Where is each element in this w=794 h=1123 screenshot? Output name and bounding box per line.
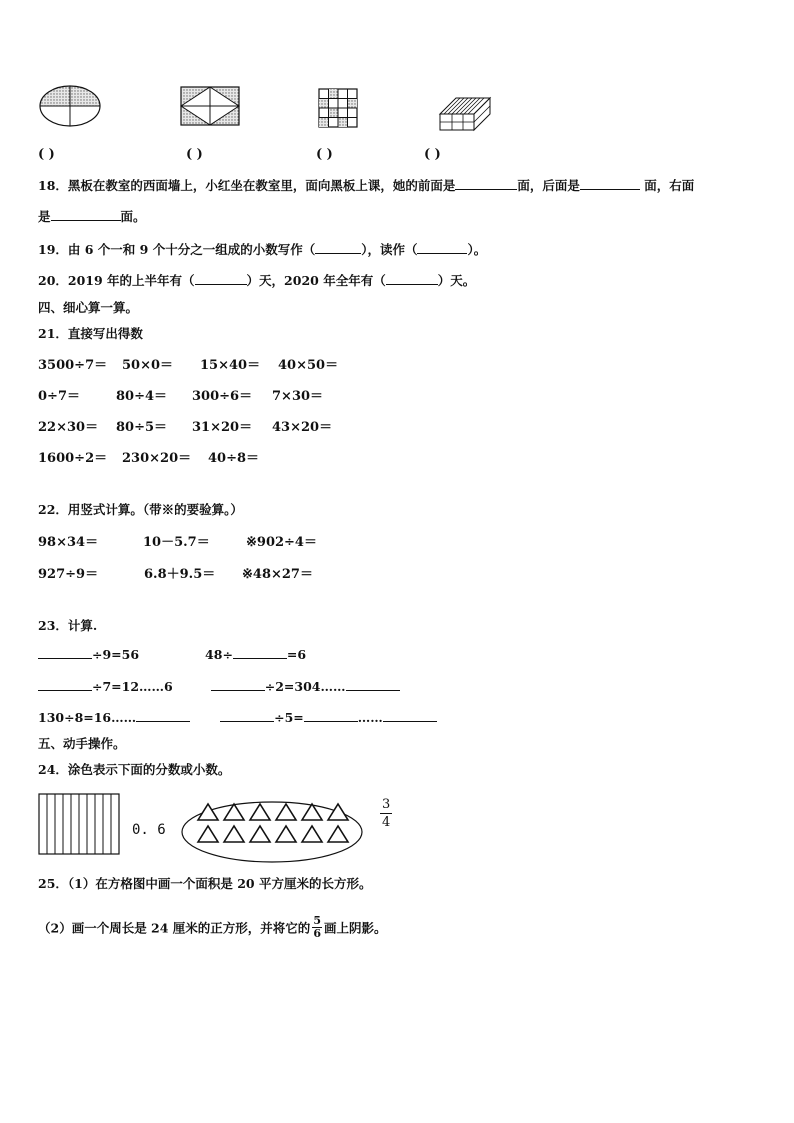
question-18: 18．黑板在教室的西面墙上，小红坐在教室里，面向黑板上课，她的前面是 面，后面是 面，右面 xyxy=(38,178,695,193)
question-21-title: 21．直接写出得数 xyxy=(38,326,143,341)
question-22-title: 22．用竖式计算。（带※的要验算。） xyxy=(38,502,243,517)
grid-square-figure xyxy=(318,88,358,128)
fraction-three-quarters: 3 4 xyxy=(382,797,391,830)
answer-blank[interactable] xyxy=(455,177,517,190)
calc-item: 22×30＝ xyxy=(38,420,99,435)
calc-item: 7×30＝ xyxy=(272,389,324,404)
answer-blank[interactable] xyxy=(417,241,467,254)
calc-item: 6.8＋9.5＝ xyxy=(144,567,216,582)
section-4-heading: 四、细心算一算。 xyxy=(38,300,139,315)
triangles-oval-figure[interactable] xyxy=(180,800,364,864)
striped-rectangle-figure[interactable] xyxy=(38,793,120,855)
answer-blank[interactable] xyxy=(136,709,190,722)
answer-blank[interactable] xyxy=(195,272,247,285)
calc-item: ※48×27＝ xyxy=(242,567,313,582)
answer-blank[interactable] xyxy=(211,678,265,691)
calc-item: 98×34＝ xyxy=(38,535,99,550)
answer-bracket[interactable]: ( ) xyxy=(38,147,55,162)
calc-item: ※902÷4＝ xyxy=(246,535,317,550)
question-24-title: 24．涂色表示下面的分数或小数。 xyxy=(38,762,231,777)
question-18-line2: 是 面。 xyxy=(38,209,146,224)
calc-item: 230×20＝ xyxy=(122,451,192,466)
question-23-title: 23．计算. xyxy=(38,618,98,633)
ellipse-figure xyxy=(38,84,102,128)
answer-blank[interactable] xyxy=(304,709,358,722)
decimal-label: 0. 6 xyxy=(132,822,166,838)
calc-item: 927÷9＝ xyxy=(38,567,99,582)
answer-blank[interactable] xyxy=(386,272,438,285)
answer-bracket[interactable]: ( ) xyxy=(316,147,333,162)
calc-item: 1600÷2＝ xyxy=(38,451,108,466)
answer-blank[interactable] xyxy=(51,208,121,221)
question-19: 19．由 6 个一和 9 个十分之一组成的小数写作（ ），读作（ ）。 xyxy=(38,242,487,257)
calc-item: 3500÷7＝ xyxy=(38,358,108,373)
question-20: 20．2019 年的上半年有（ ）天，2020 年全年有（ ）天。 xyxy=(38,273,476,288)
question-25-part1: 25．（1）在方格图中画一个面积是 20 平方厘米的长方形。 xyxy=(38,876,372,891)
calc-item: 80÷4＝ xyxy=(116,389,168,404)
calc-item: 40×50＝ xyxy=(278,358,339,373)
answer-blank[interactable] xyxy=(38,646,92,659)
q23-row-1: ÷9=56 48÷ =6 xyxy=(38,646,306,662)
calc-item: 31×20＝ xyxy=(192,420,253,435)
rectangle-diamond-figure xyxy=(180,86,240,126)
q23-row-3: 130÷8=16…… ÷5= …… xyxy=(38,709,437,725)
calc-item: 15×40＝ xyxy=(200,358,261,373)
answer-blank[interactable] xyxy=(580,177,640,190)
calc-item: 80÷5＝ xyxy=(116,420,168,435)
calc-item: 0÷7＝ xyxy=(38,389,80,404)
answer-bracket[interactable]: ( ) xyxy=(186,147,203,162)
calc-item: 10－5.7＝ xyxy=(143,535,210,550)
q23-row-2: ÷7=12……6 ÷2=304…… xyxy=(38,678,400,694)
calc-item: 300÷6＝ xyxy=(192,389,253,404)
question-25-part2: （2）画一个周长是 24 厘米的正方形，并将它的 $\frac{5}{6}$ 画上阴影。 xyxy=(38,914,387,940)
answer-blank[interactable] xyxy=(346,678,400,691)
fraction-five-sixths: $\frac{5}{6}$ xyxy=(313,914,321,940)
calc-item: 50×0＝ xyxy=(122,358,174,373)
answer-blank[interactable] xyxy=(315,241,361,254)
answer-blank[interactable] xyxy=(233,646,287,659)
section-5-heading: 五、动手操作。 xyxy=(38,736,126,751)
answer-blank[interactable] xyxy=(38,678,92,691)
answer-blank[interactable] xyxy=(383,709,437,722)
calc-item: 43×20＝ xyxy=(272,420,333,435)
cuboid-figure xyxy=(438,92,492,130)
answer-blank[interactable] xyxy=(220,709,274,722)
calc-item: 40÷8＝ xyxy=(208,451,260,466)
answer-bracket[interactable]: ( ) xyxy=(424,147,441,162)
